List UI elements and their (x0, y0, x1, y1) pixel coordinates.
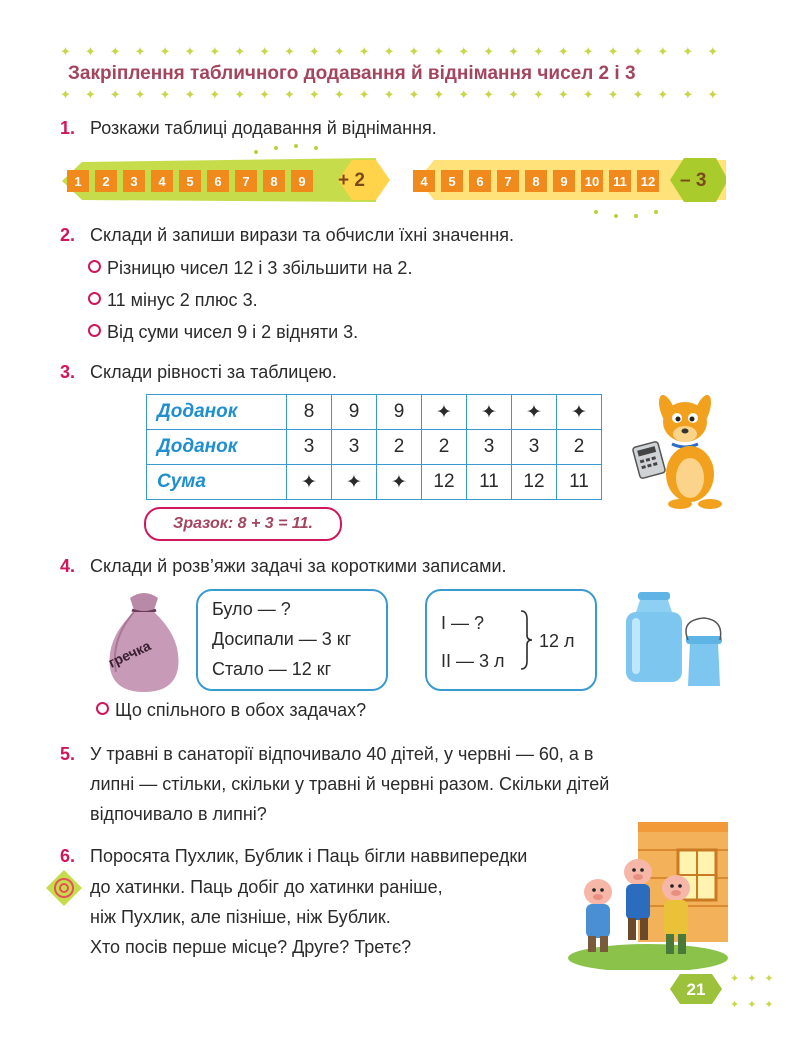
task-number: 2. (60, 225, 76, 245)
strip-number: 11 (609, 170, 631, 192)
table-cell-star: ✦ (557, 395, 602, 430)
bullet-icon (88, 260, 101, 273)
table-cell: 12 (512, 465, 557, 500)
table-cell-star: ✦ (287, 465, 332, 500)
table-cell: 2 (377, 430, 422, 465)
milk-can-icon (620, 590, 730, 690)
strip-number: 9 (553, 170, 575, 192)
sack-label: гречка (105, 637, 154, 671)
table-cell-star: ✦ (422, 395, 467, 430)
strip-number: 8 (525, 170, 547, 192)
table-row (147, 465, 602, 500)
list-item: Різницю чисел 12 і 3 збільшити на 2. (88, 258, 412, 279)
record-line: Досипали — 3 кг (212, 629, 352, 649)
strip-number: 7 (497, 170, 519, 192)
brace-icon (519, 609, 533, 671)
task-text: ніж Пухлик, але пізніше, ніж Бублик. (90, 907, 391, 927)
table-cell-star: ✦ (377, 465, 422, 500)
subtraction-number-strip (413, 170, 665, 192)
strip-number: 5 (441, 170, 463, 192)
task-number: 5. (60, 744, 76, 764)
strip-number: 5 (179, 170, 201, 192)
decorative-stars-footer: ✦✦✦ (730, 973, 782, 985)
list-item: 11 мінус 2 плюс 3. (88, 290, 258, 311)
sample-note: Зразок: 8 + 3 = 11. (144, 507, 342, 541)
task-number: 1. (60, 118, 76, 138)
table-cell: 9 (332, 395, 377, 430)
list-item: Від суми чисел 9 і 2 відняти 3. (88, 322, 358, 343)
logic-task-icon (44, 868, 84, 908)
row-header: Доданок (147, 430, 287, 465)
list-item: Що спільного в обох задачах? (96, 700, 366, 721)
addition-number-strip (67, 170, 319, 192)
table-row (147, 395, 602, 430)
table-cell: 3 (332, 430, 377, 465)
table-cell: 2 (557, 430, 602, 465)
task-text: Хто посів перше місце? Друге? Третє? (90, 937, 412, 957)
record-line: І — ? (441, 613, 485, 633)
task-text: липні — стільки, скільки у травні й червні разом. Скільки дітей (90, 774, 610, 794)
table-cell: 11 (557, 465, 602, 500)
strip-number: 2 (95, 170, 117, 192)
short-record-box (425, 589, 597, 691)
decorative-stars-bottom: ✦✦✦✦✦✦✦✦✦✦✦✦✦✦✦✦✦✦✦✦✦✦✦✦✦✦✦ (60, 87, 733, 102)
table-cell-star: ✦ (512, 395, 557, 430)
strip-number: 9 (291, 170, 313, 192)
strip-number: 6 (207, 170, 229, 192)
subtraction-operator: – 3 (680, 170, 707, 191)
addition-table (146, 394, 602, 500)
table-cell: 12 (422, 465, 467, 500)
bullet-icon (88, 292, 101, 305)
page-title: Закріплення табличного додавання й віднімання чисел 2 і 3 (68, 63, 636, 84)
task-text: Розкажи таблиці додавання й віднімання. (90, 118, 437, 138)
record-line: Стало — 12 кг (212, 659, 332, 679)
strip-number: 4 (413, 170, 435, 192)
row-header: Доданок (147, 395, 287, 430)
table-cell: 11 (467, 465, 512, 500)
task-number: 3. (60, 362, 76, 382)
task-text: Склади й запиши вирази та обчисли їхні значення. (90, 225, 515, 245)
bullet-icon (88, 324, 101, 337)
table-cell: 3 (512, 430, 557, 465)
kangaroo-illustration (630, 382, 740, 510)
table-cell: 3 (287, 430, 332, 465)
table-cell: 2 (422, 430, 467, 465)
task-text: Поросята Пухлик, Бублик і Паць бігли наввипередки (90, 846, 528, 866)
strip-number: 7 (235, 170, 257, 192)
short-record-box (196, 589, 388, 691)
strip-number: 12 (637, 170, 659, 192)
table-row (147, 430, 602, 465)
piglets-hut-illustration (568, 820, 728, 970)
task-number: 4. (60, 556, 76, 576)
table-cell-star: ✦ (467, 395, 512, 430)
decorative-stars-top: ✦✦✦✦✦✦✦✦✦✦✦✦✦✦✦✦✦✦✦✦✦✦✦✦✦✦✦ (60, 44, 733, 59)
record-line: Було — ? (212, 599, 291, 619)
record-line: ІІ — 3 л (441, 651, 505, 671)
strip-number: 1 (67, 170, 89, 192)
table-cell: 3 (467, 430, 512, 465)
task-number: 6. (60, 846, 76, 866)
task-text: до хатинки. Паць добіг до хатинки раніше, (90, 877, 443, 897)
task-text: У травні в санаторії відпочивало 40 дітей, у червні — 60, а в (90, 744, 594, 764)
strip-number: 6 (469, 170, 491, 192)
table-cell: 9 (377, 395, 422, 430)
table-cell-star: ✦ (332, 465, 377, 500)
task-text: Склади й розв’яжи задачі за короткими записами. (90, 556, 507, 576)
decorative-stars-footer: ✦✦✦ (730, 999, 782, 1011)
strip-number: 8 (263, 170, 285, 192)
task-text: відпочивало в липні? (90, 804, 267, 824)
strip-number: 10 (581, 170, 603, 192)
record-total: 12 л (539, 631, 575, 651)
task-text: Склади рівності за таблицею. (90, 362, 337, 382)
row-header: Сума (147, 465, 287, 500)
page-number: 21 (686, 980, 706, 999)
strip-number: 3 (123, 170, 145, 192)
table-cell: 8 (287, 395, 332, 430)
addition-operator: + 2 (338, 170, 365, 191)
bullet-icon (96, 702, 109, 715)
strip-number: 4 (151, 170, 173, 192)
